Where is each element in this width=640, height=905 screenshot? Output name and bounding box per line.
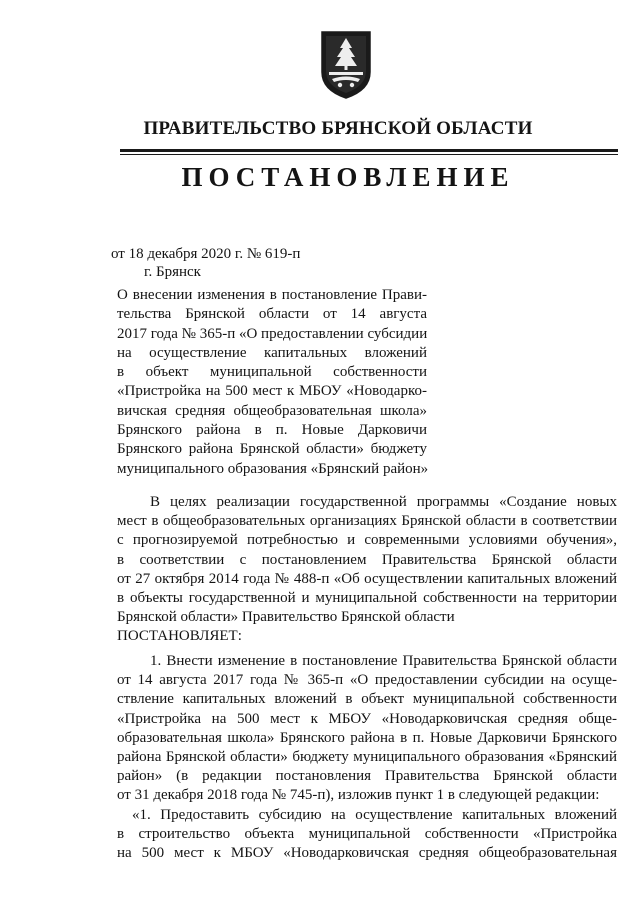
subject-line: тельства Брянской области от 14 августа xyxy=(117,306,427,323)
preamble-line: в объекты государственной и муниципальной собственности на территории xyxy=(117,589,617,606)
clause-line: 1. Внести изменение в постановление Правительства Брянской области xyxy=(150,653,617,669)
clause-line: от 14 августа 2017 года № 365-п «О предоставлении субсидии на осуще- xyxy=(117,672,617,689)
subject-line: в объект муниципальной собственности xyxy=(117,364,427,381)
clause-line: «1. Предоставить субсидию на осуществление капитальных вложений xyxy=(132,806,617,823)
subject-line: «Пристройка на 500 мест к МБОУ «Новодарко- xyxy=(117,383,427,400)
decree-date-number: от 18 декабря 2020 г. № 619-п xyxy=(111,246,301,262)
clause-line: района Брянской области» бюджету муниципального образования «Брянский xyxy=(117,748,617,765)
subject-line: на осуществление капитальных вложений xyxy=(117,344,427,361)
preamble-line: В целях реализации государственной программы «Создание новых xyxy=(150,494,617,510)
coat-of-arms-icon xyxy=(318,28,374,100)
header-rule-thin xyxy=(120,154,618,155)
decree-resolves: ПОСТАНОВЛЯЕТ: xyxy=(117,628,242,645)
clause-line: на 500 мест к МБОУ «Новодарковичская средняя общеобразовательная xyxy=(117,844,617,861)
clause-line: образовательная школа» Брянского района в п. Новые Дарковичи Брянского xyxy=(117,729,617,746)
decree-city: г. Брянск xyxy=(144,264,201,280)
subject-line: 2017 года № 365-п «О предоставлении субсидии xyxy=(117,325,428,342)
subject-line: Брянского района в п. Новые Дарковичи xyxy=(117,422,427,439)
clause-line: от 31 декабря 2018 года № 745-п), изложив пункт 1 в следующей редакции: xyxy=(117,787,600,804)
clause-line: «Пристройка на 500 мест к МБОУ «Новодарковичская средняя обще- xyxy=(117,710,617,727)
clause-line: ствление капитальных вложений в объект муниципальной собственности xyxy=(117,691,617,708)
clause-line: в строительство объекта муниципальной собственности «Пристройка xyxy=(117,825,617,842)
subject-line: муниципального образования «Брянский район» xyxy=(117,460,429,477)
decree-title: ПОСТАНОВЛЕНИЕ xyxy=(181,162,515,192)
government-title: ПРАВИТЕЛЬСТВО БРЯНСКОЙ ОБЛАСТИ xyxy=(143,118,533,139)
preamble-line: с прогнозируемой потребностью и современными условиями обучения», xyxy=(117,532,617,549)
header-rule-thick xyxy=(120,149,618,152)
decree-subject xyxy=(117,286,427,479)
clause-line: район» (в редакции постановления Правительства Брянской области xyxy=(117,768,617,785)
decree-preamble xyxy=(117,493,617,647)
preamble-line: в соответствии с постановлением Правительства Брянской области xyxy=(117,551,617,568)
preamble-line: мест в общеобразовательных организациях Брянской области в соответствии xyxy=(117,513,617,530)
subject-line: Брянского района Брянской области» бюджету xyxy=(117,441,427,458)
preamble-line: Брянской области» Правительство Брянской области xyxy=(117,609,455,626)
decree-clause-1 xyxy=(117,652,617,863)
preamble-line: от 27 октября 2014 года № 488-п «Об осуществлении капитальных вложений xyxy=(117,570,617,587)
subject-line: вичская средняя общеобразовательная школа» xyxy=(117,402,427,419)
subject-line: О внесении изменения в постановление Прави- xyxy=(117,287,427,303)
